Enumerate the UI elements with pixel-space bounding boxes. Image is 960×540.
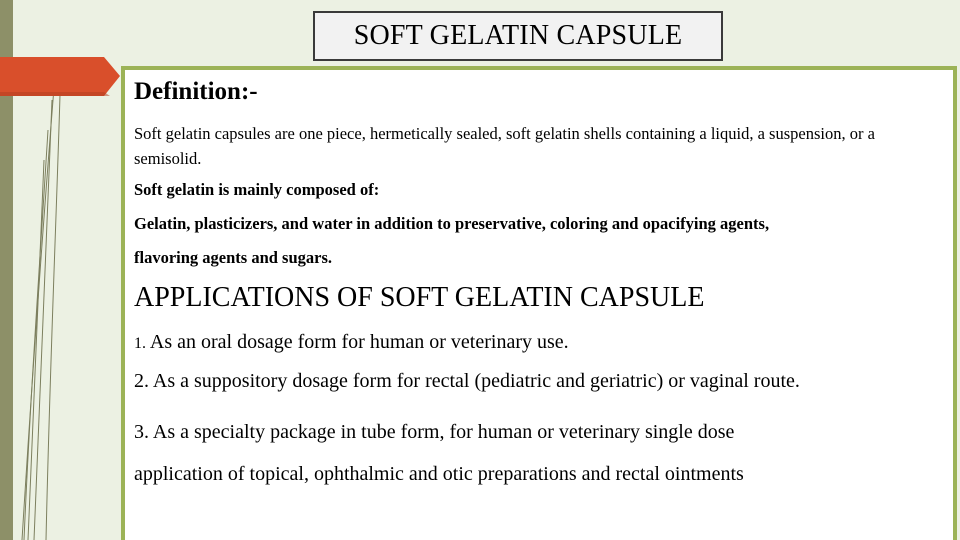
applications-heading: APPLICATIONS OF SOFT GELATIN CAPSULE <box>134 282 705 313</box>
application-item-1-number: 1. <box>134 335 146 352</box>
composition-line-1: Gelatin, plasticizers, and water in addition to preservative, coloring and opacifying agents, <box>134 214 770 233</box>
application-item-3-line-2: application of topical, ophthalmic and otic preparations and rectal ointments <box>134 463 744 485</box>
decorative-lines <box>0 0 140 540</box>
application-item-1-text: As an oral dosage form for human or veterinary use. <box>146 331 569 353</box>
orange-tab-shape <box>0 57 120 96</box>
slide-title: SOFT GELATIN CAPSULE <box>353 20 683 51</box>
definition-text: Soft gelatin capsules are one piece, hermetically sealed, soft gelatin shells containing a liquid, a suspension, or a semisolid. <box>134 124 875 168</box>
application-item-1 <box>134 331 569 354</box>
definition-heading: Definition:- <box>134 78 258 105</box>
composition-line-2: flavoring agents and sugars. <box>134 248 333 267</box>
composition-heading: Soft gelatin is mainly composed of: <box>134 180 380 199</box>
title-box <box>313 11 723 61</box>
application-item-2: 2. As a suppository dosage form for rectal (pediatric and geriatric) or vaginal route. <box>134 370 800 392</box>
application-item-3-line-1: 3. As a specialty package in tube form, for human or veterinary single dose <box>134 421 735 443</box>
